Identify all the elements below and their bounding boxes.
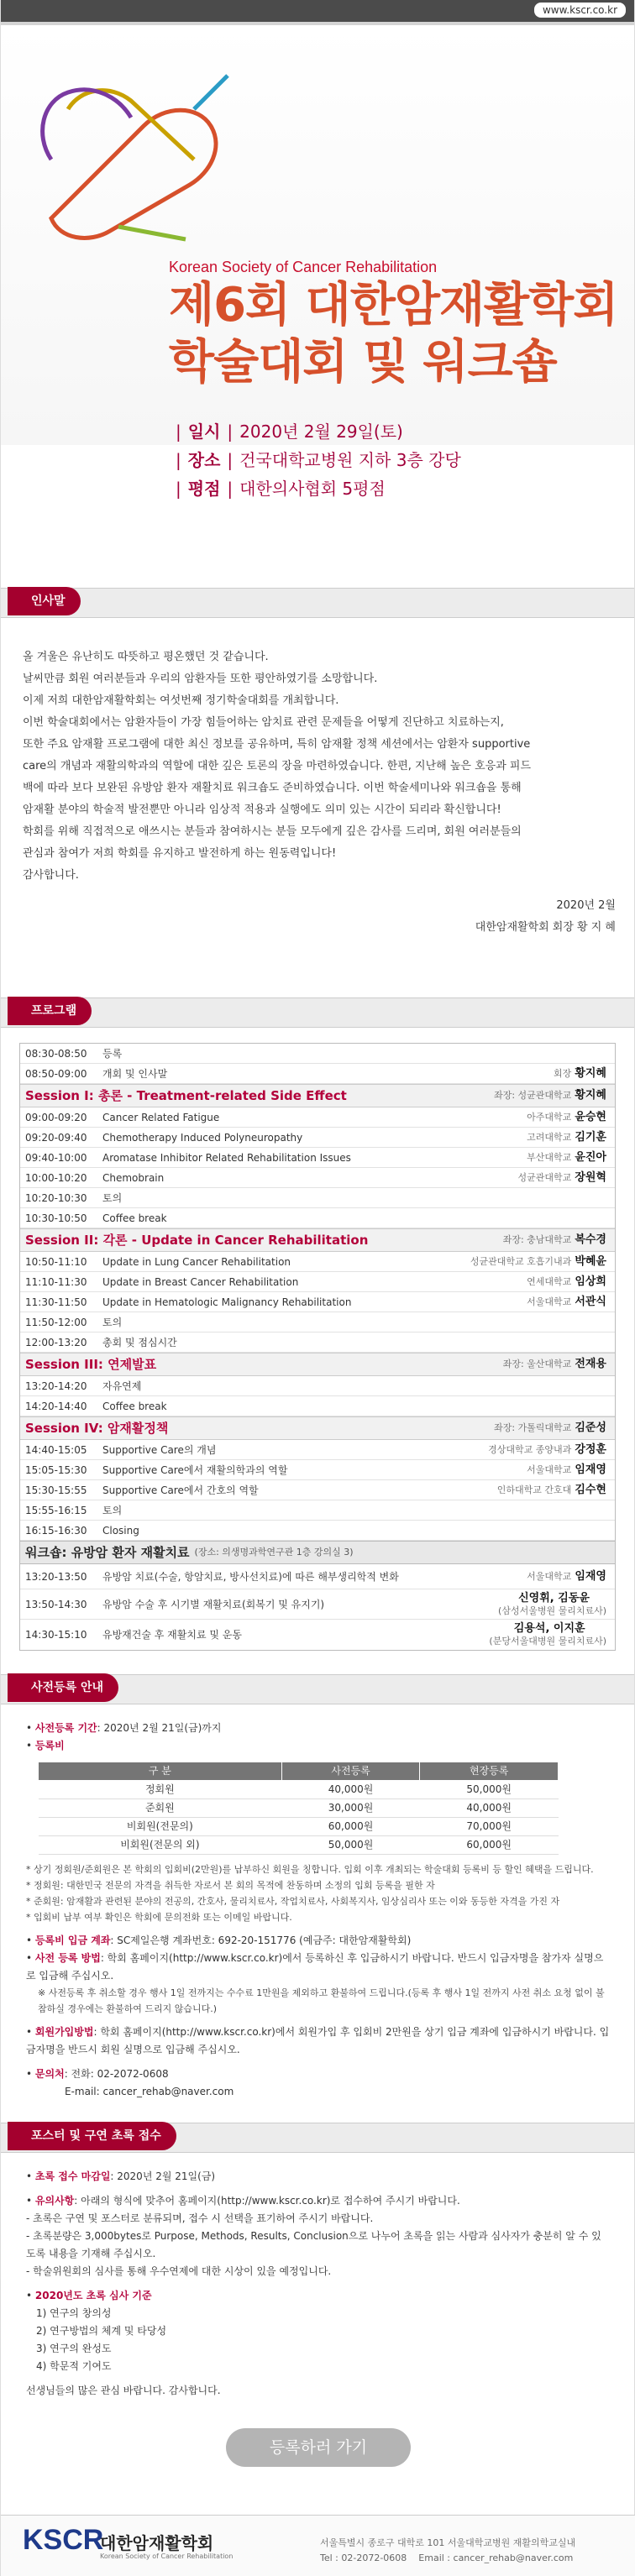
speaker: 강정훈 [575,1442,606,1456]
time: 10:00-10:20 [25,1171,87,1184]
contact-email: E-mail: cancer_rehab@naver.com [65,2086,234,2097]
chair: 전재용 [575,1358,606,1370]
deadline-line: • 초록 접수 마감일: 2020년 2월 21일(금) [26,2170,216,2182]
affiliation: 서울대학교 [527,1296,572,1307]
speaker: 윤승현 [575,1110,606,1123]
criteria-item: 1) 연구의 창의성 [36,2307,112,2319]
account-label: 등록비 입금 계좌 [34,1935,111,1946]
topic: 등록 [102,1047,123,1060]
closing-text: 선생님들의 많은 관심 바랍니다. 감사합니다. [26,2385,221,2396]
chair-affiliation: 좌장: 성균관대학교 [494,1090,572,1101]
date-line: | 일시 | 2020년 2월 29일(토) [176,421,403,442]
time: 13:50-14:30 [25,1598,87,1610]
criteria-item: 2) 연구방법의 체계 및 타당성 [36,2325,167,2337]
program-row [20,1396,615,1416]
method-line: • 사전 등록 방법: 학회 홈페이지(http://www.kscr.co.kr)에서 등록하신 후 입금하시기 바랍니다. 반드시 입금자명을 참가자 실명으로 입금해 주십시오. [26,1952,604,1982]
fee-note: * 상기 정회원/준회원은 본 학회의 입회비(2만원)를 납부하신 회원을 칭합니다. 입회 이후 개최되는 학술대회 등록비 등 할인 혜택을 드립니다. [26,1864,594,1875]
chair: 황지혜 [575,1089,606,1102]
program-row [20,1440,615,1460]
method-value: : 학회 홈페이지(http://www.kscr.co.kr)에서 등록하신 후 입금하시기 바랍니다. 반드시 입금자명을 참가자 실명으로 입금해 주십시오. [26,1952,604,1982]
greeting-line: 이제 저희 대한암재활학회는 여섯번째 정기학술대회를 개최합니다. [23,694,339,707]
date-value: 2020년 2월 29일(토) [239,421,403,442]
place-line: | 장소 | 건국대학교병원 지하 3층 강당 [176,450,461,470]
join-value: : 학회 홈페이지(http://www.kscr.co.kr)에서 회원가입 후 입회비 2만원을 상기 입금 계좌에 입금하시기 바랍니다. 입금자명을 반드시 회원 실명으로 입금해 주십시오. [26,2026,610,2055]
fee-row: 비회원(전문의 외) 50,000원 60,000원 [39,1836,559,1855]
topic: 유방재건술 후 재활치료 및 운동 [102,1629,242,1641]
fee-table [38,1762,559,1855]
topic: 유방암 수술 후 시기별 재활치료(회복기 및 유지기) [102,1598,325,1610]
register-button[interactable]: 등록하러 가기 [226,2428,411,2467]
affiliation: 서울대학교 [527,1463,572,1475]
time: 16:15-16:30 [25,1524,87,1537]
program-row [20,1252,615,1272]
registration-title: 사전등록 안내 [19,1673,118,1702]
session-row [20,1228,615,1252]
deadline-value: : 2020년 2월 21일(금) [110,2170,216,2182]
event-info [169,417,461,503]
greeting-date: 2020년 2월 [556,899,616,912]
time: 14:40-15:05 [25,1443,87,1456]
program-row [20,1064,615,1084]
period-value: : 2020년 2월 21일(금)까지 [97,1722,222,1734]
program-row [20,1480,615,1500]
program-table [19,1043,616,1651]
topic: Update in Breast Cancer Rehabilitation [102,1275,299,1288]
affiliation: 고려대학교 [527,1131,572,1143]
event-subtitle: 학술대회 및 워크숍 [169,335,557,390]
topic: 토의 [102,1504,123,1516]
greeting-line: care의 개념과 재활의학과의 역할에 대한 깊은 토론의 장을 마련하였습니다. 한편, 지난해 높은 호응과 피드 [23,760,532,772]
session-row [20,1416,615,1440]
affiliation: 성균관대학교 호흡기내과 [470,1255,572,1267]
greeting-line: 이번 학술대회에서는 암환자들이 가장 힘들어하는 암치료 관련 문제들을 어떻게 진단하고 치료하는지, [23,716,504,729]
hero [1,25,634,499]
speaker: 신영휘, 김동윤 [518,1591,590,1605]
abstract-title: 포스터 및 구연 초록 접수 [19,2122,176,2150]
contact-label: 문의처 [34,2068,65,2080]
speaker: 김용석, 이지훈 [513,1622,585,1635]
ribbon-logo-icon [18,59,236,252]
chair-affiliation: 좌장: 울산대학교 [502,1359,572,1369]
refund-note: ※ 사전등록 후 취소할 경우 행사 1일 전까지는 수수료 1만원을 제외하고 환불하여 드립니다.(등록 후 행사 1일 전까지 사전 취소 요청 없이 불참하실 경우에는 환불하여 드리지 않습니다.) [38,1987,605,2014]
time: 13:20-13:50 [25,1570,87,1583]
topic: Supportive Care에서 재활의학과의 역할 [102,1463,288,1476]
time: 14:30-15:10 [25,1629,87,1641]
notice-item: - 초록분량은 3,000bytes로 Purpose, Methods, Results, Conclusion으로 나누어 초록을 읽는 사람과 심사자가 충분히 알 수 있도록 내용을 기재해 주십시오. [26,2230,601,2259]
session-title: Session IV: 암재활정책 [25,1421,169,1436]
topic: Supportive Care에서 간호의 역할 [102,1484,259,1496]
program-row [20,1376,615,1396]
topic: Aromatase Inhibitor Related Rehabilitation Issues [102,1151,351,1164]
program-row [20,1107,615,1128]
speaker: 윤진아 [575,1150,606,1164]
time: 10:30-10:50 [25,1212,87,1224]
topic: 토의 [102,1316,123,1328]
credit-label: 평점 [187,479,221,499]
program-header [1,997,634,1028]
greeting-line: 감사합니다. [23,869,79,882]
notice-item: - 초록은 구연 및 포스터로 분류되며, 접수 시 선택을 표기하여 주시기 바랍니다. [26,2212,374,2224]
session-title: Session II: 각론 - Update in Cancer Rehabilitation [25,1233,369,1248]
time: 12:00-13:20 [25,1336,87,1348]
chair: 복수경 [575,1233,606,1246]
topic: Closing [102,1524,139,1537]
greeting-header [1,588,634,618]
session-row [20,1084,615,1107]
credit-line: | 평점 | 대한의사협회 5평점 [176,479,386,499]
affiliation: 아주대학교 [527,1111,572,1123]
kscr-logo: KSCR [23,2524,104,2556]
contact-line: • 문의처: 전화: 02-2072-0608 [26,2068,169,2080]
topic: Supportive Care의 개념 [102,1443,217,1456]
topic: Update in Lung Cancer Rehabilitation [102,1255,291,1268]
address: 서울특별시 종로구 대학로 101 서울대학교병원 재활의학교실내 [320,2537,576,2548]
topic: Coffee break [102,1400,167,1412]
period-line: • 사전등록 기간: 2020년 2월 21일(금)까지 [26,1722,222,1734]
program-row [20,1564,615,1589]
topic: Chemotherapy Induced Polyneuropathy [102,1131,303,1144]
society-name-en-footer: Korean Society of Cancer Rehabilitation [100,2552,234,2560]
topic: 자유연제 [102,1380,142,1392]
time: 10:20-10:30 [25,1191,87,1204]
greeting-title: 인사말 [19,587,81,615]
fee-col-type: 구 분 [39,1762,282,1781]
method-label: 사전 등록 방법 [34,1952,101,1964]
notice-label: 유의사항 [34,2195,75,2207]
program-row [20,1128,615,1148]
abstract-body [1,2153,634,2475]
program-row [20,1148,615,1168]
place-value: 건국대학교병원 지하 3층 강당 [239,450,461,470]
program-row [20,1620,615,1650]
criteria-label: 2020년도 초록 심사 기준 [34,2290,152,2301]
affiliation: 성균관대학교 [517,1171,572,1183]
time: 08:30-08:50 [25,1047,87,1060]
program-row [20,1044,615,1064]
greeting-signer: 대한암재활학회 회장 황 지 혜 [475,921,616,934]
top-bar [1,0,634,25]
account-line: • 등록비 입금 계좌: SC제일은행 계좌번호: 692-20-151776 (예금주: 대한암재활학회) [26,1935,412,1946]
affiliation: (삼성서울병원 물리치료사) [498,1605,606,1616]
affiliation: (분당서울대병원 물리치료사) [489,1636,606,1647]
time: 09:20-09:40 [25,1131,87,1144]
fee-label: 등록비 [34,1740,65,1751]
greeting-line: 날씨만큼 회원 여러분들과 우리의 암환자들 또한 평안하였기를 소망합니다. [23,673,378,685]
fee-note: * 준회원: 암재활과 관련된 분야의 전공의, 간호사, 물리치료사, 작업치료사, 사회복지사, 임상심리사 또는 이와 동등한 자격을 가진 자 [26,1896,560,1907]
topic: Coffee break [102,1212,167,1224]
time: 11:50-12:00 [25,1316,87,1328]
program-row [20,1168,615,1188]
greeting-body [1,618,634,947]
society-name-en: Korean Society of Cancer Rehabilitation [169,259,438,275]
registration-header [1,1674,634,1704]
program-row [20,1460,615,1480]
fee-row: 비회원(전문의) 60,000원 70,000원 [39,1818,559,1836]
topic: Chemobrain [102,1171,165,1184]
criteria-item: 3) 연구의 완성도 [36,2343,112,2354]
time: 13:20-14:20 [25,1380,87,1392]
program-row [20,1272,615,1292]
time: 15:05-15:30 [25,1463,87,1476]
topic: 개회 및 인사말 [102,1067,168,1080]
event-title: 제6회 대한암재활학회 [169,278,618,332]
account-value: : SC제일은행 계좌번호: 692-20-151776 (예금주: 대한암재활학회) [110,1935,412,1946]
time: 09:40-10:00 [25,1151,87,1164]
topic: Update in Hematologic Malignancy Rehabilitation [102,1296,352,1308]
topic: 유방암 치료(수술, 항암치료, 방사선치료)에 따른 해부생리학적 변화 [102,1570,399,1583]
time: 15:55-16:15 [25,1504,87,1516]
topic: 총회 및 점심시간 [102,1336,177,1348]
program-row [20,1500,615,1521]
affiliation: 회장 [554,1067,572,1079]
notice-value: : 아래의 형식에 맞추어 홈페이지(http://www.kscr.co.kr)로 접수하여 주시기 바랍니다. [74,2195,460,2207]
fee-note: * 입회비 납부 여부 확인은 학회에 문의전화 또는 이메일 바랍니다. [26,1912,292,1923]
site-url[interactable]: www.kscr.co.kr [534,3,626,18]
time: 14:20-14:40 [25,1400,87,1412]
session-title: Session III: 연제발표 [25,1357,157,1372]
workshop-title: 워크숍: 유방암 환자 재활치료 [25,1545,190,1560]
program-row [20,1208,615,1228]
affiliation: 경상대학교 종양내과 [488,1443,572,1455]
place-label: 장소 [187,450,221,470]
speaker: 서관식 [575,1295,606,1308]
credit-value: 대한의사협회 5평점 [239,479,386,499]
greeting-line: 또한 주요 암재활 프로그램에 대한 최신 정보를 공유하며, 특히 암재활 정책 세션에서는 암환자 supportive [23,738,531,751]
time: 11:10-11:30 [25,1275,87,1288]
time: 08:50-09:00 [25,1067,87,1080]
fee-line: • 등록비 [26,1740,65,1751]
fee-col-pre: 사전등록 [281,1762,420,1781]
program-row [20,1589,615,1620]
date-label: 일시 [187,421,221,442]
session-title: Session I: 총론 - Treatment-related Side Effect [25,1088,347,1103]
speaker: 김수현 [575,1483,606,1496]
affiliation: 서울대학교 [527,1570,572,1582]
affiliation: 연세대학교 [527,1275,572,1287]
speaker: 장원혁 [575,1170,606,1184]
chair-affiliation: 좌장: 충남대학교 [502,1234,572,1245]
greeting-line: 암재활 분야의 학술적 발전뿐만 아니라 임상적 적용과 실행에도 의미 있는 시간이 되리라 확신합니다! [23,804,501,816]
workshop-venue: (장소: 의생명과학연구관 1층 강의실 3) [194,1547,354,1558]
program-row [20,1292,615,1312]
topic: Cancer Related Fatigue [102,1111,220,1123]
program-row [20,1521,615,1541]
affiliation: 인하대학교 간호대 [496,1484,572,1495]
time: 09:00-09:20 [25,1111,87,1123]
speaker: 임재영 [575,1463,606,1476]
join-line: • 회원가입방법: 학회 홈페이지(http://www.kscr.co.kr)에서 회원가입 후 입회비 2만원을 상기 입금 계좌에 입금하시기 바랍니다. 입금자명을 반드시 회원 실명으로 입금해 주십시오. [26,2026,610,2055]
registration-body [1,1704,634,2109]
fee-row: 준회원 30,000원 40,000원 [39,1799,559,1818]
program-row [20,1312,615,1333]
fee-col-onsite: 현장등록 [420,1762,559,1781]
time: 15:30-15:55 [25,1484,87,1496]
greeting-line: 백에 따라 보다 보완된 유방암 환자 재활치료 워크숍도 준비하였습니다. 이번 학술세미나와 워크숍을 통해 [23,782,522,794]
contact-tel: : 전화: 02-2072-0608 [64,2068,169,2080]
speaker: 황지혜 [575,1066,606,1080]
chair-affiliation: 좌장: 가톨릭대학교 [494,1422,572,1433]
workshop-row [20,1541,615,1564]
phone: Tel : 02-2072-0608 [320,2552,407,2563]
program-row [20,1333,615,1353]
time: 10:50-11:10 [25,1255,87,1268]
join-label: 회원가입방법 [34,2026,94,2038]
affiliation: 부산대학교 [527,1151,572,1163]
program-row [20,1188,615,1208]
program-title: 프로그램 [19,997,92,1025]
fee-row: 정회원 40,000원 50,000원 [39,1781,559,1799]
greeting-line: 학회를 위해 직접적으로 애쓰시는 분들과 참여하시는 분들 모두에게 깊은 감사를 드리며, 회원 여러분들의 [23,825,522,838]
greeting-line: 관심과 참여가 저희 학회를 유지하고 발전하게 하는 원동력입니다! [23,847,337,860]
fee-note: * 정회원: 대한민국 전문의 자격을 취득한 자로서 본 회의 목적에 찬동하며 소정의 입회 등록을 필한 자 [26,1880,435,1891]
society-name-kr: 대한암재활학회 [100,2533,214,2553]
session-row [20,1353,615,1376]
notice-line: • 유의사항: 아래의 형식에 맞추어 홈페이지(http://www.kscr.co.kr)로 접수하여 주시기 바랍니다. [26,2195,460,2207]
period-label: 사전등록 기간 [34,1722,97,1734]
speaker: 임상희 [575,1275,606,1288]
footer [1,2515,635,2576]
criteria-line: • 2020년도 초록 심사 기준 [26,2290,152,2301]
chair: 김준성 [575,1422,606,1434]
speaker: 임재영 [575,1569,606,1583]
abstract-header [1,2123,634,2153]
topic: 토의 [102,1191,123,1204]
email[interactable]: Email : cancer_rehab@naver.com [418,2552,574,2563]
greeting-line: 올 겨울은 유난히도 따뜻하고 평온했던 것 같습니다. [23,651,269,663]
footer-contact [320,2536,575,2566]
time: 11:30-11:50 [25,1296,87,1308]
criteria-item: 4) 학문적 기여도 [36,2360,112,2372]
speaker: 김기훈 [575,1130,606,1144]
speaker: 박혜윤 [575,1254,606,1268]
notice-item: - 학술위원회의 심사를 통해 우수연제에 대한 시상이 있을 예정입니다. [26,2265,332,2277]
deadline-label: 초록 접수 마감일 [34,2170,111,2182]
